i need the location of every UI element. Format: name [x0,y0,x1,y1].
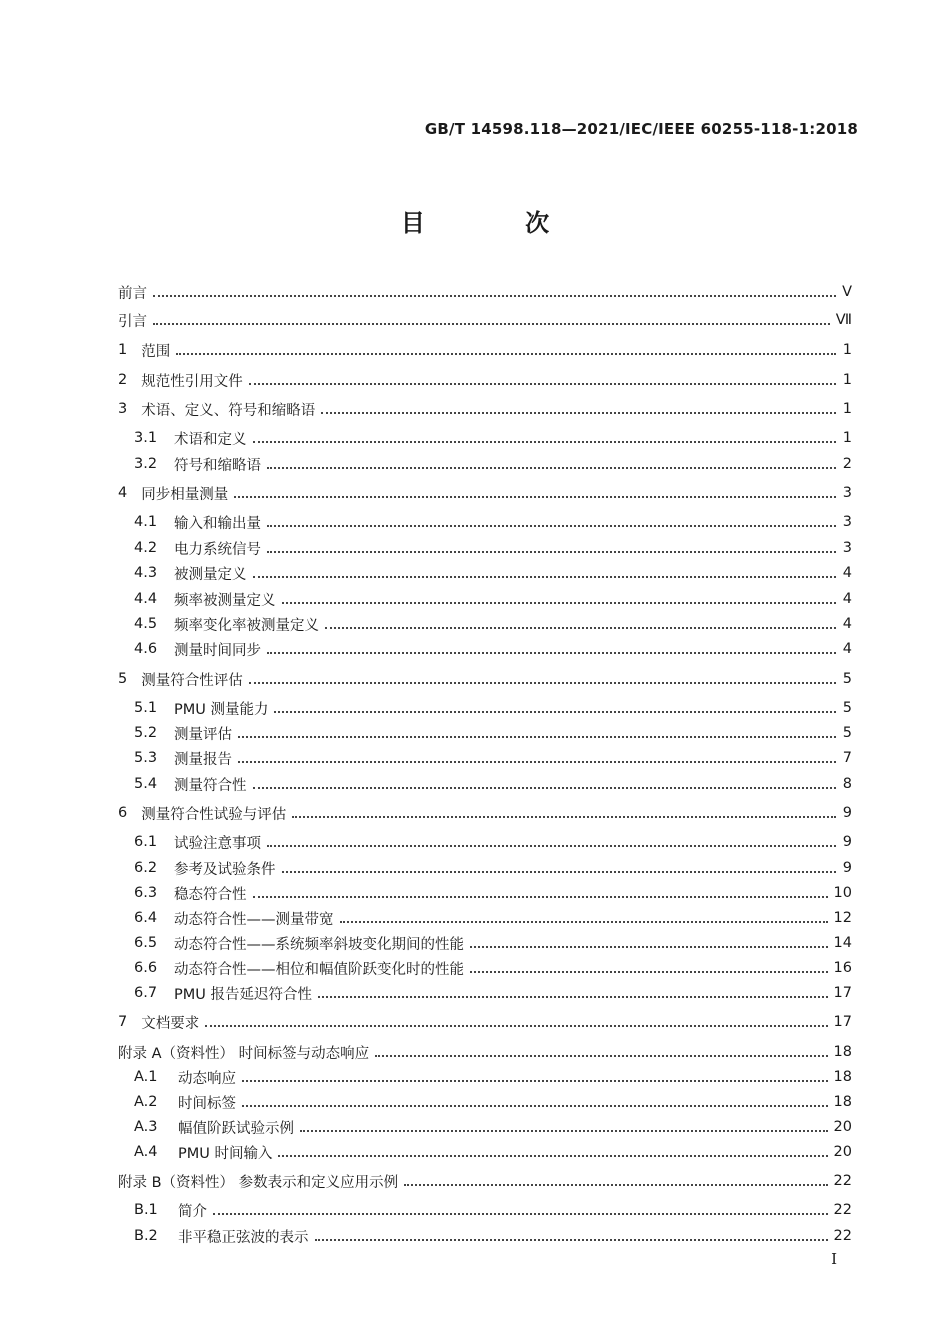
toc-entry[interactable] [134,511,852,533]
toc-leader-dots [267,525,836,527]
toc-entry-title: 频率被测量定义 [174,592,276,609]
toc-entry[interactable] [134,932,852,954]
toc-entry-number: 3 [118,401,128,417]
toc-entry[interactable] [118,668,852,690]
toc-entry-label [134,563,247,584]
toc-entry-title: 幅值阶跃试验示例 [178,1120,294,1137]
toc-entry[interactable] [134,882,852,904]
toc-entry-label [118,1171,398,1192]
toc-leader-dots [300,1130,828,1132]
toc-entry-title: 测量符合性 [174,777,247,794]
page-title: 目 次 [400,209,596,237]
toc-entry-title: PMU 报告延迟符合性 [174,986,312,1003]
toc-entry-title: 引言 [118,313,147,330]
toc-entry-title: 被测量定义 [174,566,247,583]
toc-entry[interactable] [134,831,852,853]
toc-entry[interactable] [134,588,852,610]
toc-entry[interactable] [118,281,852,303]
toc-entry-title: 电力系统信号 [174,541,261,558]
toc-leader-dots [242,1105,828,1107]
toc-entry[interactable] [134,747,852,769]
toc-entry-title: 同步相量测量 [141,486,229,503]
toc-entry[interactable] [134,427,852,449]
toc-entry-page: 18 [833,1094,852,1110]
toc-entry-label [134,958,464,979]
toc-entry-number: 4.2 [134,540,158,556]
toc-entry[interactable] [134,1141,852,1163]
toc-entry-page: 22 [833,1228,852,1244]
toc-entry-number: 1 [118,342,128,358]
toc-leader-dots [325,627,836,629]
toc-entry-number: B.1 [134,1202,158,1218]
toc-entry-page: 10 [833,885,852,901]
toc-entry-page: V [842,284,852,300]
toc-leader-dots [153,295,836,297]
toc-leader-dots [321,412,836,414]
toc-leader-dots [253,441,837,443]
toc-entry-number: 4.6 [134,641,158,657]
toc-entry-label [118,370,243,391]
toc-entry-title: 动态符合性——测量带宽 [174,911,334,928]
toc-entry-title: PMU 测量能力 [174,701,269,718]
toc-entry-title: 输入和输出量 [174,515,261,532]
toc-entry-number: 3.2 [134,456,158,472]
toc-entry-label [118,483,228,504]
toc-entry-page: 5 [842,671,852,687]
toc-entry[interactable] [134,773,852,795]
toc-leader-dots [253,896,828,898]
toc-entry-label [134,774,247,795]
toc-entry-label [118,310,147,331]
document-header: GB/T 14598.118—2021/IEC/IEEE 60255-118-1:2018 [424,120,858,138]
toc-entry-page: 1 [842,401,852,417]
toc-entry-number: 4.4 [134,591,158,607]
toc-entry-label [134,589,276,610]
toc-entry-number: 4.5 [134,616,158,632]
toc-entry-label [134,1200,207,1221]
toc-leader-dots [253,787,837,789]
toc-entry[interactable] [118,398,852,420]
toc-entry-number: 6.6 [134,960,158,976]
toc-entry-page: 4 [842,641,852,657]
toc-entry-number: 5.4 [134,776,158,792]
toc-leader-dots [404,1184,827,1186]
toc-leader-dots [278,1155,827,1157]
toc-entry-title: 动态符合性——相位和幅值阶跃变化时的性能 [174,961,464,978]
toc-leader-dots [318,996,828,998]
toc-entry-title: 测量符合性评估 [141,672,243,689]
toc-leader-dots [213,1213,828,1215]
toc-entry-page: 22 [833,1173,852,1189]
toc-entry-title: 时间标签 [178,1095,236,1112]
toc-entry-page: 5 [842,725,852,741]
toc-entry-title: 附录 B（资料性） 参数表示和定义应用示例 [118,1174,399,1191]
toc-entry-number: 6.7 [134,985,158,1001]
toc-entry-title: 试验注意事项 [174,835,261,852]
toc-entry[interactable] [134,1225,852,1247]
toc-leader-dots [249,383,836,385]
toc-entry-page: 1 [842,372,852,388]
toc-entry[interactable] [134,453,852,475]
toc-entry-page: Ⅶ [835,312,852,328]
toc-entry[interactable] [134,697,852,719]
toc-entry-page: 20 [833,1144,852,1160]
toc-leader-dots [267,467,836,469]
toc-entry-number: 4.3 [134,565,158,581]
toc-entry-page: 1 [842,430,852,446]
toc-entry-title: 测量评估 [174,726,232,743]
toc-entry-number: 3.1 [134,430,158,446]
toc-entry-label [134,933,464,954]
toc-entry-title: 前言 [118,285,147,302]
toc-entry[interactable] [134,537,852,559]
toc-entry-number: 4 [118,485,128,501]
toc-leader-dots [153,323,830,325]
toc-leader-dots [315,1239,828,1241]
toc-entry-page: 9 [842,860,852,876]
toc-entry-number: 5 [118,671,128,687]
toc-entry-label [134,832,261,853]
toc-entry-page: 9 [842,805,852,821]
toc-entry-label [118,669,243,690]
toc-entry-page: 14 [833,935,852,951]
toc-entry-label [134,614,319,635]
toc-entry-title: 非平稳正弦波的表示 [178,1229,309,1246]
toc-leader-dots [205,1025,827,1027]
toc-entry-page: 18 [833,1044,852,1060]
toc-entry-label [134,983,312,1004]
toc-entry-page: 4 [842,591,852,607]
toc-entry-page: 17 [833,985,852,1001]
toc-entry[interactable] [134,1116,852,1138]
toc-entry[interactable] [118,309,852,331]
toc-entry[interactable] [134,982,852,1004]
toc-entry[interactable] [118,369,852,391]
toc-entry-title: 简介 [178,1203,207,1220]
toc-entry-page: 17 [833,1014,852,1030]
toc-leader-dots [253,576,837,578]
toc-entry-label [134,639,261,660]
toc-entry[interactable] [134,1199,852,1221]
toc-entry[interactable] [134,613,852,635]
toc-entry-label [134,538,261,559]
toc-entry[interactable] [134,857,852,879]
toc-entry-page: 7 [842,750,852,766]
toc-entry-title: 附录 A（资料性） 时间标签与动态响应 [118,1045,370,1062]
toc-leader-dots [375,1055,827,1057]
toc-entry[interactable] [134,1066,852,1088]
toc-entry-number: 6 [118,805,128,821]
toc-leader-dots [242,1080,828,1082]
toc-entry-page: 12 [833,910,852,926]
toc-entry-title: 测量报告 [174,751,232,768]
toc-entry[interactable] [118,802,852,824]
toc-entry[interactable] [118,1011,852,1033]
toc-entry-label [118,803,286,824]
toc-entry-title: 术语和定义 [174,431,247,448]
toc-entry-number: 6.3 [134,885,158,901]
toc-entry-page: 22 [833,1202,852,1218]
toc-leader-dots [282,602,837,604]
page-number: I [831,1250,837,1268]
toc-entry-label [118,1012,199,1033]
toc-entry-title: 范围 [141,343,171,360]
toc-entry-number: 5.2 [134,725,158,741]
toc-leader-dots [274,711,836,713]
toc-entry[interactable] [134,722,852,744]
toc-entry-number: 4.1 [134,514,158,530]
toc-entry[interactable] [134,562,852,584]
toc-entry-page: 2 [842,456,852,472]
toc-entry-title: 动态符合性——系统频率斜坡变化期间的性能 [174,936,464,953]
toc-entry-number: B.2 [134,1228,158,1244]
toc-leader-dots [282,871,837,873]
toc-entry-title: 参考及试验条件 [174,861,276,878]
toc-entry-page: 4 [842,565,852,581]
toc-entry[interactable] [118,1041,852,1063]
toc-entry[interactable] [118,482,852,504]
toc-leader-dots [340,921,828,923]
toc-leader-dots [238,761,836,763]
toc-entry-label [134,698,268,719]
toc-entry-number: 5.3 [134,750,158,766]
toc-entry-label [134,512,261,533]
toc-entry-title: 测量时间同步 [174,642,261,659]
toc-leader-dots [249,682,836,684]
toc-entry-title: 动态响应 [178,1070,236,1087]
toc-entry-page: 3 [842,540,852,556]
toc-leader-dots [234,496,836,498]
toc-entry-number: A.1 [134,1069,158,1085]
toc-leader-dots [267,652,836,654]
toc-entry-number: 6.1 [134,834,158,850]
toc-leader-dots [267,551,836,553]
toc-entry[interactable] [118,1170,852,1192]
toc-entry-page: 20 [833,1119,852,1135]
toc-entry-number: 5.1 [134,700,158,716]
toc-entry-page: 18 [833,1069,852,1085]
toc-entry[interactable] [118,339,852,361]
toc-entry-title: 频率变化率被测量定义 [174,617,319,634]
toc-entry-number: A.2 [134,1094,158,1110]
toc-entry-label [134,908,334,929]
toc-entry-label [118,282,147,303]
toc-entry[interactable] [134,907,852,929]
toc-leader-dots [470,946,828,948]
toc-entry-number: 6.2 [134,860,158,876]
toc-entry-title: 稳态符合性 [174,886,247,903]
toc-entry-title: 规范性引用文件 [141,373,243,390]
toc-entry-label [134,883,247,904]
toc-entry-title: 测量符合性试验与评估 [141,806,287,823]
toc-entry-title: 术语、定义、符号和缩略语 [141,402,316,419]
toc-leader-dots [176,353,836,355]
toc-entry-number: 7 [118,1014,128,1030]
toc-entry-page: 8 [842,776,852,792]
toc-entry-label [134,428,247,449]
toc-entry-page: 3 [842,485,852,501]
toc-leader-dots [238,736,836,738]
toc-entry-label [118,340,170,361]
toc-entry[interactable] [134,1091,852,1113]
toc-entry-page: 4 [842,616,852,632]
toc-entry-label [134,748,232,769]
toc-entry-page: 9 [842,834,852,850]
toc-entry-page: 3 [842,514,852,530]
toc-entry[interactable] [134,957,852,979]
toc-entry-page: 1 [842,342,852,358]
toc-entry-title: PMU 时间输入 [178,1145,273,1162]
toc-entry-label [134,858,276,879]
toc-entry-page: 16 [833,960,852,976]
toc-entry-label [134,1067,236,1088]
toc-leader-dots [267,845,836,847]
toc-entry-label [134,454,261,475]
toc-entry-label [134,1092,236,1113]
toc-entry-number: 6.4 [134,910,158,926]
toc-entry-title: 符号和缩略语 [174,457,261,474]
toc-entry-label [118,1042,369,1063]
toc-entry-number: A.3 [134,1119,158,1135]
toc-entry-number: 2 [118,372,128,388]
toc-entry-label [118,399,315,420]
toc-entry-number: 6.5 [134,935,158,951]
toc-leader-dots [292,816,836,818]
toc-entry-label [134,1117,294,1138]
toc-entry-label [134,1226,309,1247]
toc-entry-label [134,1142,272,1163]
toc-entry-page: 5 [842,700,852,716]
toc-entry-number: A.4 [134,1144,158,1160]
toc-entry-title: 文档要求 [141,1015,200,1032]
toc-entry[interactable] [134,638,852,660]
toc-entry-label [134,723,232,744]
toc-leader-dots [470,971,828,973]
